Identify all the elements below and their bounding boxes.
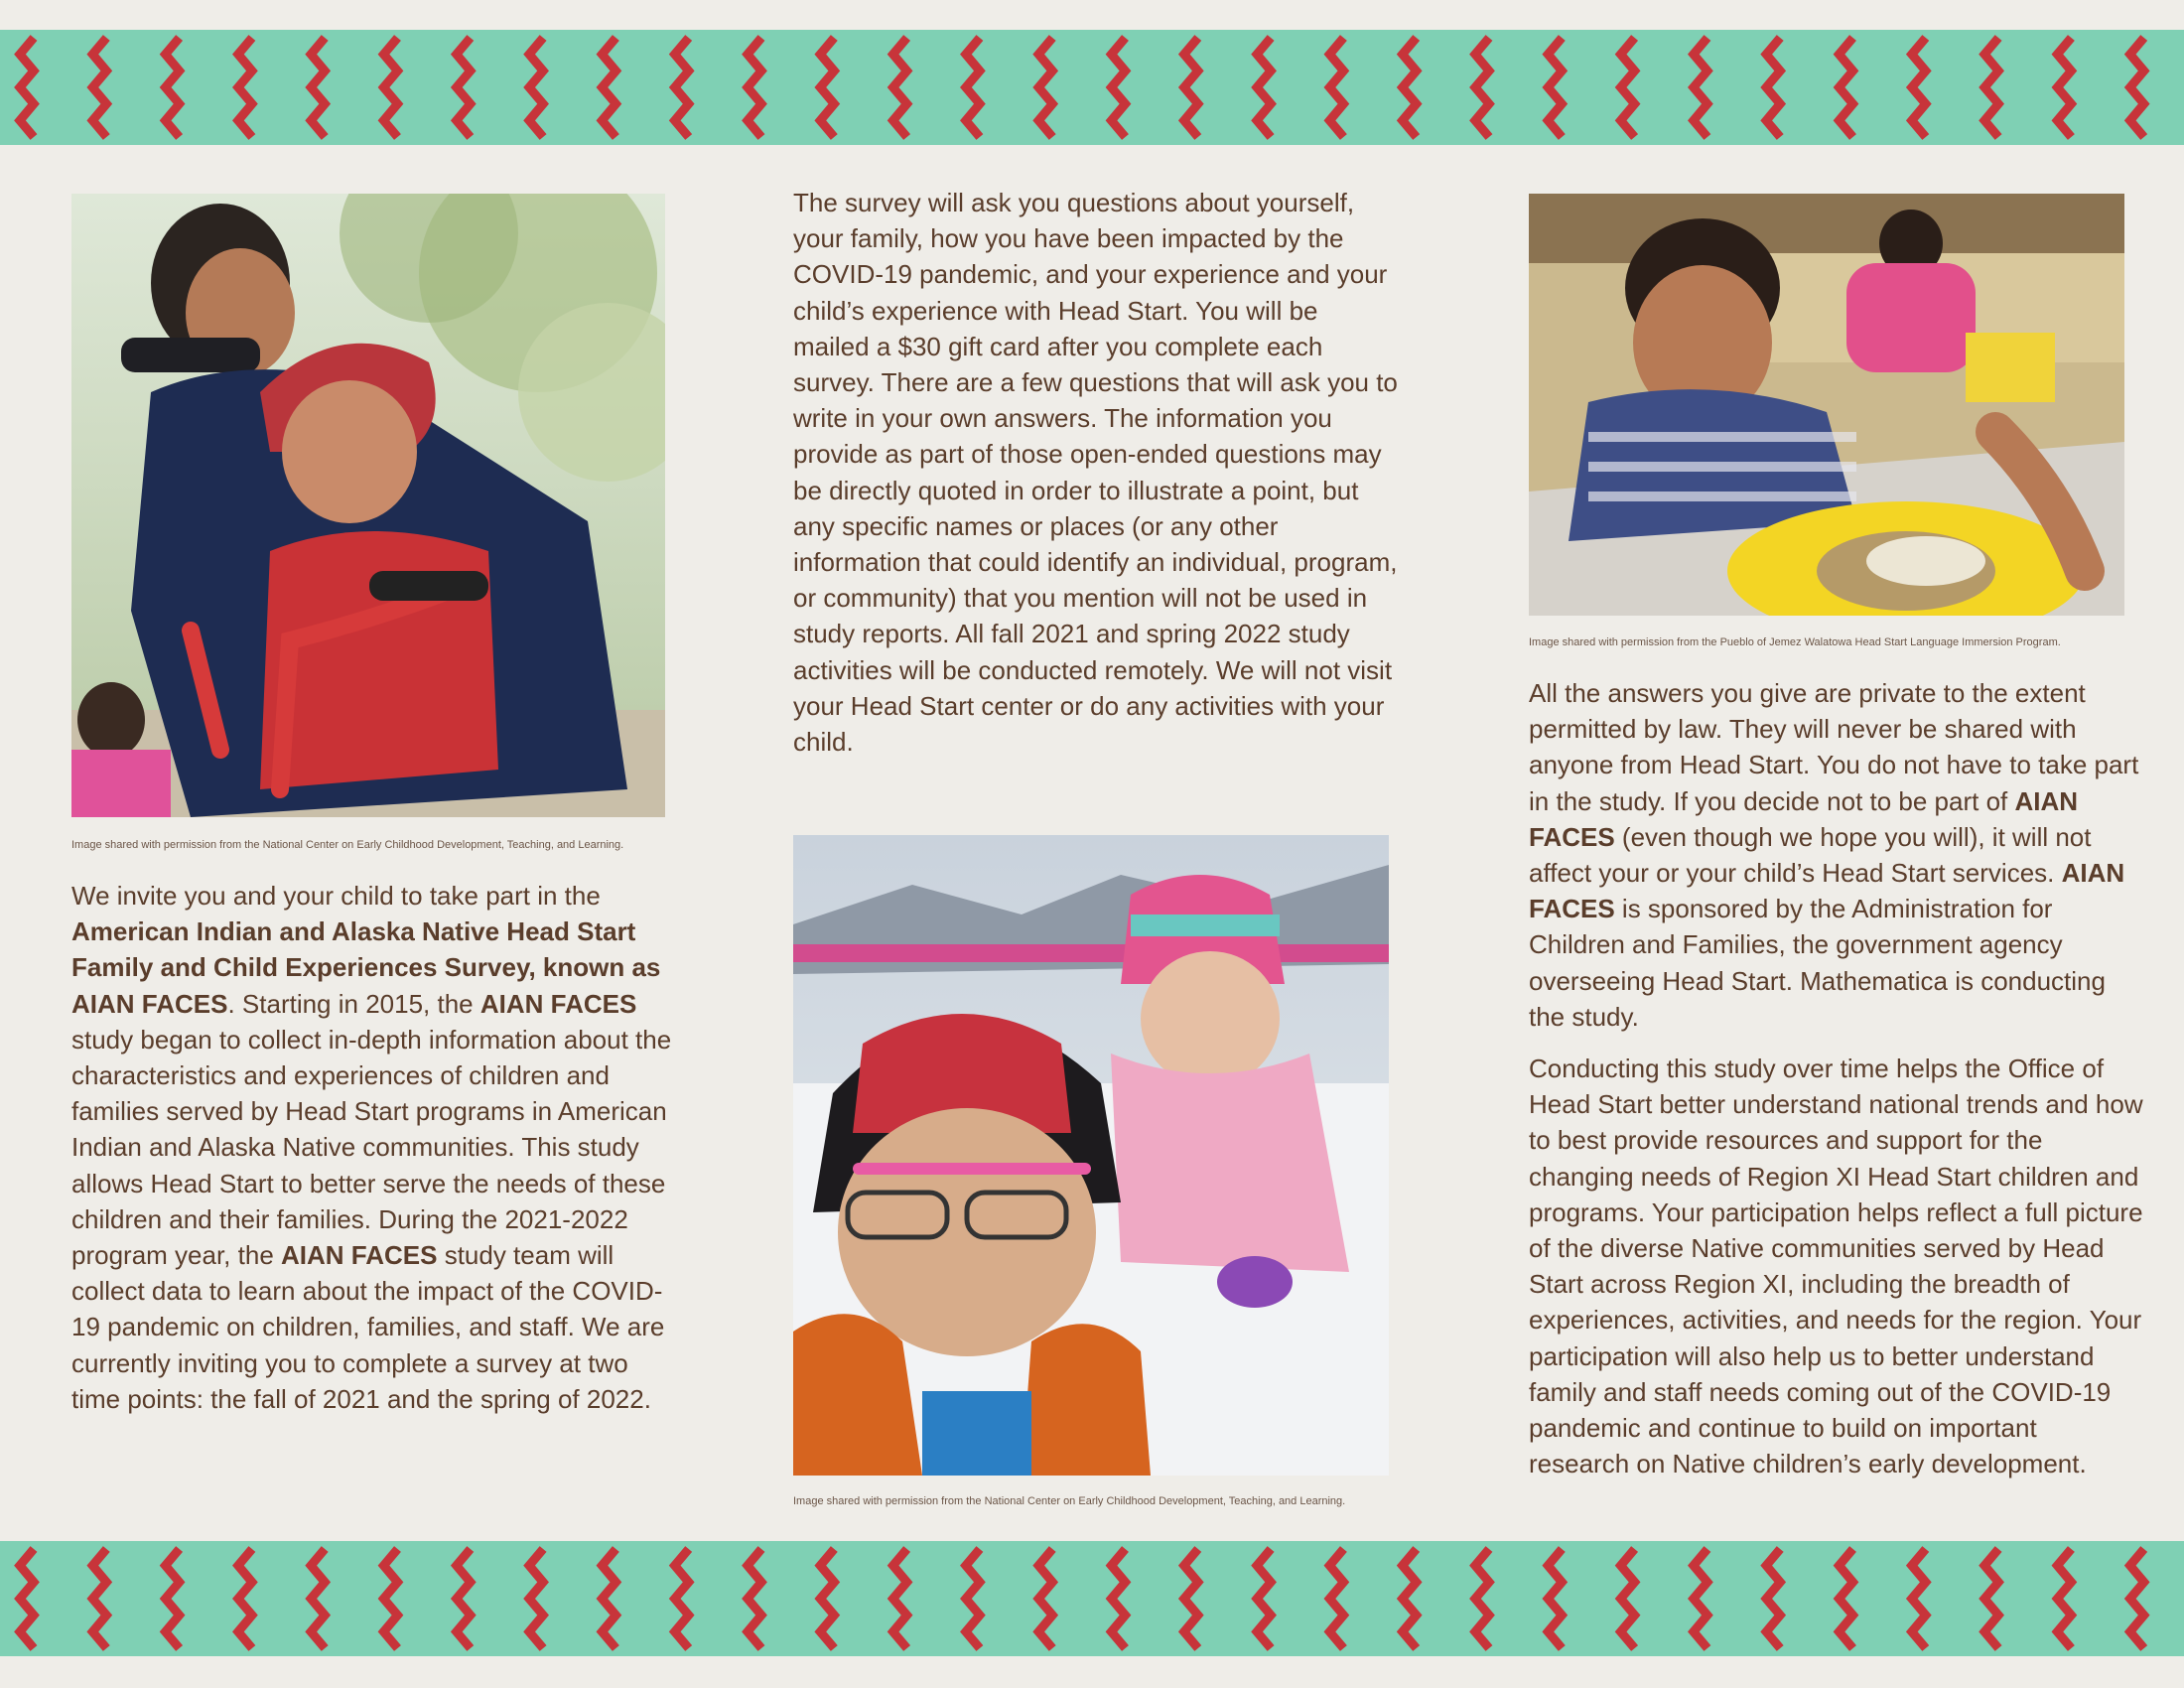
- bottom-zigzag-border: [0, 1541, 2184, 1656]
- right-paragraph-1: All the answers you give are private to the extent permitted by law. They will never be shared with anyone from Head Start. You do not have to take part in the study. If you decide not to be part of AIAN FACES (even though we hope you will), it will not affect your or your child’s Head Start services. AIAN FACES is sponsored by the Administration for Children and Families, the government agency overseeing Head Start. Mathematica is conducting the study.: [1529, 678, 2139, 1032]
- border-band-fill: [0, 30, 2184, 145]
- photo-right-caption: Image shared with permission from the Pueblo of Jemez Walatowa Head Start Language Immersion Program.: [1529, 636, 2061, 648]
- left-paragraph-1: We invite you and your child to take part in the American Indian and Alaska Native Head Start Family and Child Experiences Survey, known as AIAN FACES. Starting in 2015, the AIAN FACES study began to collect in-depth information about the characteristics and experiences of children and families served by Head Start programs in American Indian and Alaska Native communities. This study allows Head Start to better serve the needs of these children and their families. During the 2021-2022 program year, the AIAN FACES study team will collect data to learn about the impact of the COVID-19 pandemic on children, families, and staff. We are currently inviting you to complete a survey at two time points: the fall of 2021 and the spring of 2022.: [71, 881, 672, 1414]
- photo-center-caption: Image shared with permission from the National Center on Early Childhood Development, Teaching, and Learning.: [793, 1495, 1346, 1507]
- left-column-text: [71, 878, 677, 1417]
- right-paragraph-2: Conducting this study over time helps the Office of Head Start better understand national trends and how to best provide resources and support for the changing needs of Region XI Head Start children and programs. Your participation helps reflect a full picture of the diverse Native communities served by Head Start across Region XI, including the breadth of experiences, activities, and needs for the region. Your participation will also help us to better understand family and staff needs coming out of the COVID-19 pandemic and continue to build on important research on Native children’s early development.: [1529, 1054, 2143, 1479]
- border-band-fill: [0, 1541, 2184, 1656]
- aian-faces-bold: AIAN FACES: [479, 988, 637, 1019]
- aian-faces-bold: AIAN FACES: [1529, 785, 2079, 852]
- photo-child-sorting-beans: [1529, 194, 2124, 616]
- aian-faces-bold: AIAN FACES: [1529, 858, 2125, 924]
- photo-children-in-snow: [793, 835, 1389, 1476]
- center-paragraph-1: The survey will ask you questions about yourself, your family, how you have been impacted by the COVID-19 pandemic, and your experience and your child’s experience with Head Start. You will be mailed a $30 gift card after you complete each survey. There are a few questions that will ask you to write in your own answers. The information you provide as part of those open-ended questions may be directly quoted in order to illustrate a point, but any specific names or places (or any other information that could identify an individual, program, or community) that you mention will not be used in study reports. All fall 2021 and spring 2022 study activities will be conducted remotely. We will not visit your Head Start center or do any activities with your child.: [793, 188, 1398, 758]
- photo-mother-child-tricycle: [71, 194, 665, 817]
- study-name-bold: American Indian and Alaska Native Head Start Family and Child Experiences Survey, known as AIAN FACES: [71, 916, 661, 1019]
- photo-left-caption: Image shared with permission from the National Center on Early Childhood Development, Teaching, and Learning.: [71, 839, 624, 851]
- aian-faces-bold: AIAN FACES: [281, 1240, 438, 1271]
- right-column-text: [1529, 675, 2144, 1481]
- center-column-text: [793, 185, 1399, 760]
- top-zigzag-border: [0, 30, 2184, 145]
